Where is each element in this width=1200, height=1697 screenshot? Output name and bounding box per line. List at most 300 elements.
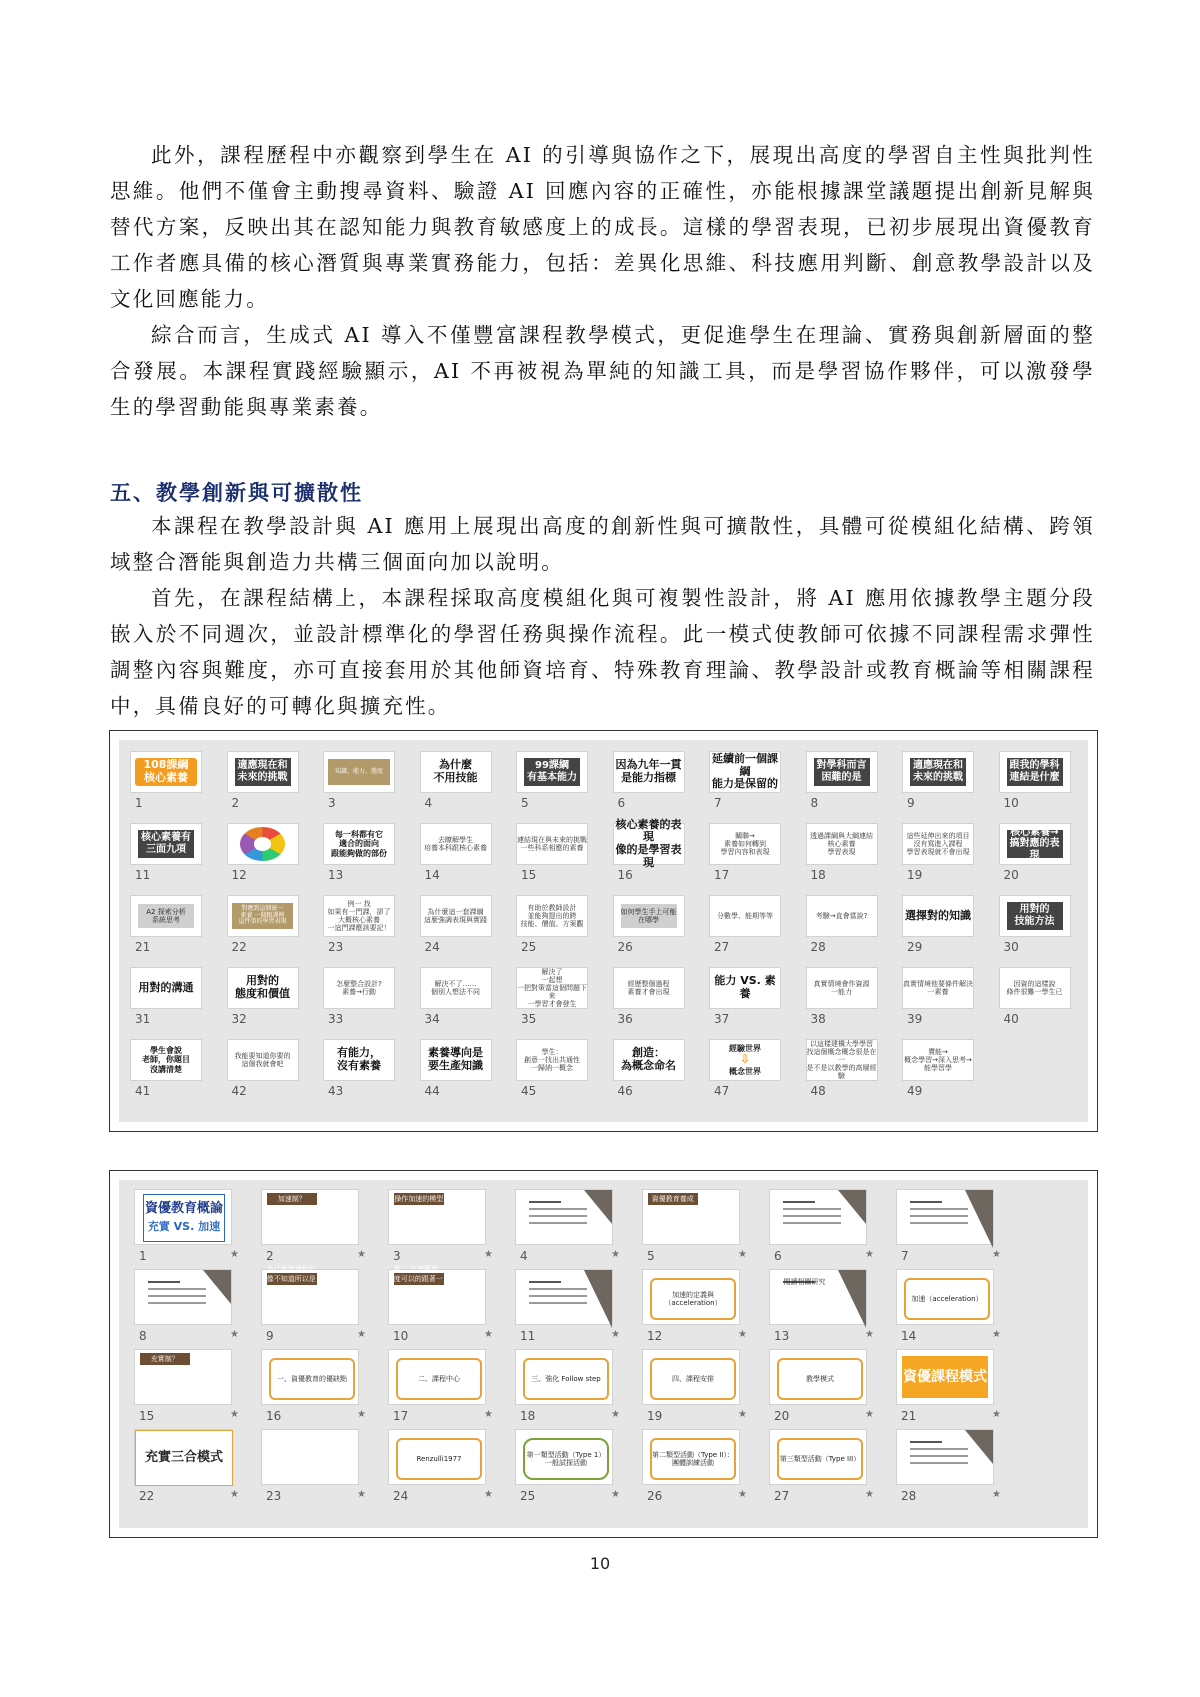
slide-preview bbox=[1000, 896, 1070, 936]
slide-thumbnail[interactable] bbox=[770, 1430, 880, 1506]
slide-thumbnail[interactable] bbox=[324, 1040, 400, 1102]
slide-preview bbox=[903, 824, 973, 864]
text-line bbox=[529, 1288, 587, 1290]
slide-thumbnail[interactable] bbox=[421, 1040, 497, 1102]
slide-number: 16 bbox=[266, 1409, 282, 1423]
wheel-diagram bbox=[240, 827, 285, 861]
star-icon: ★ bbox=[738, 1249, 747, 1260]
slide-number: 13 bbox=[328, 868, 344, 882]
text-line bbox=[910, 1448, 968, 1450]
text-lines bbox=[910, 1201, 968, 1229]
slide-thumbnail[interactable] bbox=[903, 752, 979, 814]
slide-thumbnail[interactable] bbox=[228, 824, 304, 886]
slide-thumbnail[interactable] bbox=[421, 968, 497, 1030]
slide-text: 關聯→ 素養如何轉到 學習內容和表現 bbox=[710, 824, 780, 864]
text-line bbox=[910, 1455, 968, 1457]
slide-thumbnail[interactable] bbox=[324, 824, 400, 886]
slide-thumbnail[interactable] bbox=[517, 824, 593, 886]
slide-number: 2 bbox=[266, 1249, 274, 1263]
slide-thumbnail[interactable] bbox=[516, 1430, 626, 1506]
text-lines bbox=[529, 1201, 587, 1229]
slide-preview bbox=[903, 896, 973, 936]
slide-number: 8 bbox=[139, 1329, 147, 1343]
slide-text: 有助於教師設計 並能夠提出的跨 技能、價值、方案觀 bbox=[517, 896, 587, 936]
slide-thumbnail[interactable] bbox=[807, 896, 883, 958]
slide-number: 44 bbox=[424, 1084, 440, 1098]
page-number: 10 bbox=[589, 1554, 611, 1573]
slide-text: 因資的這樣說 條件很難一學生已 bbox=[1000, 968, 1070, 1008]
text-line bbox=[529, 1302, 587, 1304]
slide-text: 素養導向是 要生產知識 bbox=[421, 1040, 491, 1080]
slide-preview bbox=[1000, 752, 1070, 792]
corner-decoration bbox=[965, 1190, 993, 1248]
slide-preview bbox=[228, 896, 298, 936]
slide-preview bbox=[131, 824, 201, 864]
star-icon: ★ bbox=[230, 1329, 239, 1340]
slide-preview bbox=[807, 1040, 877, 1080]
slide-preview bbox=[517, 752, 587, 792]
slide-sorter-grid bbox=[119, 1180, 1088, 1528]
slide-number: 30 bbox=[1003, 940, 1019, 954]
star-icon: ★ bbox=[484, 1409, 493, 1420]
slide-number: 41 bbox=[135, 1084, 151, 1098]
slide-number: 21 bbox=[901, 1409, 917, 1423]
slide-number: 9 bbox=[266, 1329, 274, 1343]
slide-preview bbox=[389, 1264, 485, 1324]
slide-thumbnail[interactable] bbox=[897, 1190, 1007, 1266]
slide-thumbnail[interactable] bbox=[614, 817, 690, 886]
slide-sorter-panel-2 bbox=[109, 1170, 1098, 1538]
slide-thumbnail[interactable] bbox=[421, 896, 497, 958]
slide-number: 16 bbox=[617, 868, 633, 882]
slide-thumbnail[interactable] bbox=[262, 1350, 372, 1426]
slide-number: 15 bbox=[521, 868, 537, 882]
slide-number: 18 bbox=[520, 1409, 536, 1423]
slide-text: 用對的 技能方法 bbox=[1007, 902, 1063, 931]
slide-label: 為什麼加速制好像不知道所以是這種情況 bbox=[266, 1264, 316, 1293]
text-line bbox=[783, 1208, 841, 1210]
slide-thumbnail[interactable] bbox=[262, 1264, 372, 1346]
slide-preview bbox=[421, 896, 491, 936]
slide-thumbnail[interactable] bbox=[135, 1270, 245, 1346]
slide-number: 28 bbox=[810, 940, 826, 954]
slide-thumbnail[interactable] bbox=[614, 752, 690, 814]
paragraph: 首先，在課程結構上，本課程採取高度模組化與可複製性設計，將 AI 應用依據教學主題分段嵌入於不同週次，並設計標準化的學習任務與操作流程。此一模式使教師可依據不同課程需求彈性調整內容與難度，亦可直接套用於其他師資培育、特殊教育理論、教學設計或教育概論等相關課程中，具備良好的可轉化與擴充性。 bbox=[110, 586, 1095, 718]
star-icon: ★ bbox=[992, 1489, 1001, 1500]
slide-number: 47 bbox=[714, 1084, 730, 1098]
slide-thumbnail[interactable] bbox=[135, 1350, 245, 1426]
slide-preview bbox=[324, 1040, 394, 1080]
slide-preview bbox=[770, 1190, 866, 1244]
star-icon: ★ bbox=[865, 1329, 874, 1340]
slide-preview bbox=[614, 817, 684, 869]
slide-number: 3 bbox=[328, 796, 336, 810]
slide-text: 學生： 創意一找出共通性 一歸納一概念 bbox=[517, 1040, 587, 1080]
slide-preview bbox=[1000, 824, 1070, 864]
slide-label: 操作加速的模型 bbox=[394, 1194, 444, 1203]
slide-thumbnail[interactable] bbox=[324, 896, 400, 958]
slide-text: 去瞭解學生 培養本科跟核心素養 bbox=[421, 824, 491, 864]
slide-thumbnail[interactable] bbox=[517, 968, 593, 1030]
star-icon: ★ bbox=[865, 1409, 874, 1420]
slide-thumbnail[interactable] bbox=[643, 1270, 753, 1346]
slide-thumbnail[interactable] bbox=[131, 824, 207, 886]
slide-thumbnail[interactable] bbox=[770, 1270, 880, 1346]
slide-number: 45 bbox=[521, 1084, 537, 1098]
slide-thumbnail[interactable] bbox=[643, 1190, 753, 1266]
slide-preview bbox=[131, 896, 201, 936]
slide-preview bbox=[897, 1350, 993, 1404]
slide-preview bbox=[389, 1430, 485, 1484]
slide-preview bbox=[897, 1430, 993, 1484]
slide-text: 因為九年一貫 是能力指標 bbox=[614, 752, 684, 792]
slide-preview bbox=[131, 752, 201, 792]
slide-thumbnail[interactable] bbox=[710, 752, 786, 814]
slide-thumbnail[interactable] bbox=[1000, 896, 1076, 958]
text-line bbox=[910, 1441, 942, 1443]
slide-text: 用對的 態度和價值 bbox=[228, 968, 298, 1008]
slide-preview bbox=[262, 1190, 358, 1244]
slide-number: 6 bbox=[617, 796, 626, 810]
slide-number: 40 bbox=[1003, 1012, 1019, 1026]
slide-text: 真實情境會作資源 一能力 bbox=[807, 968, 877, 1008]
slide-preview bbox=[421, 752, 491, 792]
slide-thumbnail[interactable] bbox=[1000, 968, 1076, 1030]
slide-preview bbox=[228, 824, 298, 864]
slide-text: 以這樣建構大學學習 找這個概念概念很是在一 是不是以教學的高層經驗 bbox=[806, 1039, 877, 1081]
slide-thumbnail[interactable] bbox=[614, 968, 690, 1030]
slide-thumbnail[interactable] bbox=[324, 752, 400, 814]
slide-preview bbox=[324, 752, 394, 792]
slide-thumbnail[interactable] bbox=[643, 1350, 753, 1426]
slide-text: 連結現在與未來的挑戰 一些科系相應的素養 bbox=[517, 824, 587, 864]
slide-label: 跳一 在這種進度可以的跟著一開始活動 bbox=[393, 1264, 443, 1293]
slide-preview bbox=[516, 1270, 612, 1324]
slide-thumbnail[interactable] bbox=[903, 968, 979, 1030]
slide-text: 解決了 一起想 一把對策當這個問題下來 一學習才會發生 bbox=[517, 967, 587, 1009]
corner-decoration bbox=[584, 1190, 612, 1224]
slide-thumbnail[interactable] bbox=[897, 1270, 1007, 1346]
slide-number: 32 bbox=[231, 1012, 247, 1026]
slide-text: 適應現在和 未來的挑戰 bbox=[235, 758, 291, 787]
slide-preview bbox=[324, 824, 394, 864]
slide-number: 8 bbox=[810, 796, 819, 810]
text-line bbox=[529, 1201, 561, 1203]
slide-frame: 第一類型活動（Type 1）一般試探活動 bbox=[523, 1438, 610, 1481]
slide-thumbnail[interactable] bbox=[228, 1040, 304, 1102]
slide-preview bbox=[135, 1430, 231, 1484]
slide-number: 48 bbox=[810, 1084, 826, 1098]
slide-thumbnail[interactable] bbox=[516, 1190, 626, 1266]
slide-thumbnail[interactable] bbox=[262, 1430, 372, 1506]
slide-thumbnail[interactable] bbox=[262, 1190, 372, 1266]
slide-text: 真實情境他要條件解決 一素養 bbox=[903, 968, 973, 1008]
slide-text: 例一 找 如果有一門課，卻了 大概核心素養 一這門課應該要記！ bbox=[324, 896, 394, 936]
slide-thumbnail[interactable] bbox=[135, 1190, 245, 1266]
slide-thumbnail[interactable] bbox=[517, 896, 593, 958]
slide-preview bbox=[389, 1190, 485, 1244]
slide-preview bbox=[770, 1270, 866, 1324]
slide-preview bbox=[517, 968, 587, 1008]
star-icon: ★ bbox=[484, 1329, 493, 1340]
slide-preview bbox=[643, 1190, 739, 1244]
slide-thumbnail[interactable] bbox=[516, 1270, 626, 1346]
star-icon: ★ bbox=[738, 1329, 747, 1340]
paragraph: 綜合而言，生成式 AI 導入不僅豐富課程教學模式，更促進學生在理論、實務與創新層面的整合發展。本課程實踐經驗顯示，AI 不再被視為單純的知識工具，而是學習協作夥伴，可以激發學生的學習動能與專業素養。 bbox=[110, 323, 1095, 419]
slide-number: 3 bbox=[393, 1249, 401, 1263]
text-line bbox=[529, 1295, 587, 1297]
slide-thumbnail[interactable] bbox=[770, 1190, 880, 1266]
slide-text: 創造： 為概念命名 bbox=[614, 1040, 684, 1080]
slide-text: 如何學生手上可能在哪學 bbox=[621, 904, 677, 928]
slide-thumbnail[interactable] bbox=[389, 1190, 499, 1266]
slide-preview bbox=[324, 968, 394, 1008]
slide-thumbnail[interactable] bbox=[131, 1040, 207, 1102]
slide-frame: 三、強化 Follow step bbox=[523, 1358, 610, 1401]
star-icon: ★ bbox=[992, 1329, 1001, 1340]
slide-thumbnail[interactable] bbox=[135, 1430, 245, 1506]
slide-number: 35 bbox=[521, 1012, 537, 1026]
slide-thumbnail[interactable] bbox=[1000, 824, 1076, 886]
slide-thumbnail[interactable] bbox=[228, 896, 304, 958]
slide-text: 為什麼 不用技能 bbox=[421, 752, 491, 792]
slide-preview bbox=[710, 968, 780, 1008]
slide-thumbnail[interactable] bbox=[228, 752, 304, 814]
slide-number: 5 bbox=[521, 796, 529, 810]
slide-number: 13 bbox=[774, 1329, 790, 1343]
slide-preview bbox=[770, 1350, 866, 1404]
slide-preview bbox=[516, 1430, 612, 1484]
text-line bbox=[148, 1295, 206, 1297]
slide-number: 34 bbox=[424, 1012, 440, 1026]
slide-text: 延續前一個課綱 能力是保留的 bbox=[712, 752, 778, 791]
slide-thumbnail[interactable] bbox=[517, 1040, 593, 1102]
slide-preview bbox=[807, 824, 877, 864]
slide-text: 知識、能力、態度 bbox=[328, 759, 390, 785]
slide-preview bbox=[389, 1350, 485, 1404]
slide-thumbnail[interactable] bbox=[903, 896, 979, 958]
slide-thumbnail[interactable] bbox=[643, 1430, 753, 1506]
star-icon: ★ bbox=[357, 1249, 366, 1260]
slide-thumbnail[interactable] bbox=[770, 1350, 880, 1426]
slide-thumbnail[interactable] bbox=[228, 968, 304, 1030]
slide-number: 46 bbox=[617, 1084, 633, 1098]
corner-decoration bbox=[838, 1190, 866, 1224]
slide-thumbnail[interactable] bbox=[614, 896, 690, 958]
star-icon: ★ bbox=[611, 1489, 620, 1500]
text-line bbox=[910, 1215, 968, 1217]
star-icon: ★ bbox=[865, 1249, 874, 1260]
slide-thumbnail[interactable] bbox=[710, 1040, 786, 1102]
slide-thumbnail[interactable] bbox=[614, 1040, 690, 1102]
slide-preview bbox=[421, 824, 491, 864]
slide-text: 用對的溝通 bbox=[131, 968, 201, 1008]
slide-preview bbox=[897, 1270, 993, 1324]
slide-thumbnail[interactable] bbox=[807, 824, 883, 886]
slide-text: 對應到這個統一 素養 一個跟課例 這件事的學習表現 bbox=[232, 903, 294, 929]
slide-thumbnail[interactable] bbox=[131, 752, 207, 814]
slide-thumbnail[interactable] bbox=[421, 752, 497, 814]
arrow-down-icon: ⇩ bbox=[739, 1052, 751, 1067]
slide-preview bbox=[262, 1430, 358, 1484]
text-line bbox=[910, 1222, 968, 1224]
text-lines bbox=[910, 1441, 968, 1469]
slide-number: 15 bbox=[139, 1409, 155, 1423]
slide-number: 25 bbox=[520, 1489, 536, 1503]
slide-frame: 一、資優教育的優缺點 bbox=[269, 1358, 356, 1401]
slide-preview bbox=[228, 1040, 298, 1080]
slide-number: 14 bbox=[901, 1329, 917, 1343]
slide-text: 每一科都有它 適合的面向 跟能夠做的部份 bbox=[324, 824, 394, 864]
slide-thumbnail[interactable] bbox=[131, 968, 207, 1030]
slide-frame: 二、課程中心 bbox=[396, 1358, 483, 1401]
slide-preview bbox=[643, 1270, 739, 1324]
star-icon: ★ bbox=[230, 1489, 239, 1500]
slide-number: 22 bbox=[139, 1489, 155, 1503]
star-icon: ★ bbox=[230, 1409, 239, 1420]
corner-decoration bbox=[203, 1270, 231, 1304]
slide-number: 24 bbox=[424, 940, 440, 954]
slide-thumbnail[interactable] bbox=[807, 1040, 883, 1102]
slide-preview bbox=[807, 968, 877, 1008]
slide-thumbnail[interactable] bbox=[897, 1350, 1007, 1426]
text-line bbox=[148, 1288, 206, 1290]
slide-label: 加速制？ bbox=[267, 1193, 317, 1205]
slide-text: 學生會說 老師，你題目 沒講清楚 bbox=[131, 1040, 201, 1080]
slide-thumbnail[interactable] bbox=[1000, 752, 1076, 814]
slide-thumbnail[interactable] bbox=[389, 1430, 499, 1506]
slide-thumbnail[interactable] bbox=[903, 1040, 979, 1102]
slide-number: 31 bbox=[135, 1012, 151, 1026]
slide-preview bbox=[770, 1430, 866, 1484]
slide-text: 能力 VS. 素養 bbox=[710, 968, 780, 1008]
slide-text: 為什麼這一套課綱 這麼強調表現與實踐 bbox=[421, 896, 491, 936]
slide-preview bbox=[262, 1264, 358, 1324]
slide-number: 24 bbox=[393, 1489, 409, 1503]
slide-frame: 第三類型活動（Type III） bbox=[777, 1438, 864, 1481]
slide-number: 4 bbox=[520, 1249, 528, 1263]
slide-number: 20 bbox=[774, 1409, 790, 1423]
slide-preview bbox=[324, 896, 394, 936]
slide-preview bbox=[131, 968, 201, 1008]
slide-thumbnail[interactable] bbox=[389, 1350, 499, 1426]
text-line bbox=[910, 1201, 942, 1203]
slide-text: 跟我的學科 連結是什麼 bbox=[1007, 758, 1063, 787]
slide-number: 2 bbox=[231, 796, 240, 810]
corner-decoration bbox=[965, 1430, 993, 1464]
slide-number: 37 bbox=[714, 1012, 730, 1026]
slide-number: 7 bbox=[714, 796, 722, 810]
slide-thumbnail[interactable] bbox=[710, 896, 786, 958]
text-line bbox=[529, 1208, 587, 1210]
text-line bbox=[529, 1281, 561, 1283]
slide-number: 12 bbox=[647, 1329, 663, 1343]
slide-thumbnail[interactable] bbox=[903, 824, 979, 886]
slide-preview bbox=[710, 752, 780, 792]
slide-preview bbox=[516, 1190, 612, 1244]
slide-preview bbox=[228, 752, 298, 792]
section-heading: 五、教學創新與可擴散性 bbox=[110, 480, 363, 505]
star-icon: ★ bbox=[738, 1489, 747, 1500]
slide-thumbnail[interactable] bbox=[710, 824, 786, 886]
slide-label: 充實制？ bbox=[140, 1353, 190, 1365]
slide-text: 有能力， 沒有素養 bbox=[324, 1040, 394, 1080]
slide-preview bbox=[807, 752, 877, 792]
slide-text: 怎麼整合設計? 素養→行動 bbox=[324, 968, 394, 1008]
text-line bbox=[783, 1215, 841, 1217]
slide-title-text: 資優教育概論 bbox=[144, 1201, 223, 1217]
slide-number: 49 bbox=[907, 1084, 923, 1098]
slide-thumbnail[interactable] bbox=[389, 1264, 499, 1346]
paragraph-group-top bbox=[110, 137, 1095, 425]
slide-text: 核心素養→ 搞對應的表現 bbox=[1007, 830, 1063, 859]
slide-thumbnail[interactable] bbox=[324, 968, 400, 1030]
slide-title: 充實三合模式 bbox=[135, 1430, 233, 1486]
slide-thumbnail[interactable] bbox=[710, 968, 786, 1030]
slide-number: 17 bbox=[393, 1409, 409, 1423]
star-icon: ★ bbox=[357, 1329, 366, 1340]
slide-thumbnail[interactable] bbox=[517, 752, 593, 814]
slide-thumbnail[interactable] bbox=[897, 1430, 1007, 1506]
slide-number: 5 bbox=[647, 1249, 655, 1263]
slide-number: 36 bbox=[617, 1012, 633, 1026]
slide-thumbnail[interactable] bbox=[807, 968, 883, 1030]
slide-preview bbox=[710, 824, 780, 864]
slide-number: 23 bbox=[328, 940, 344, 954]
star-icon: ★ bbox=[611, 1329, 620, 1340]
slide-preview bbox=[1000, 968, 1070, 1008]
star-icon: ★ bbox=[738, 1409, 747, 1420]
text-line bbox=[148, 1302, 206, 1304]
slide-number: 28 bbox=[901, 1489, 917, 1503]
slide-thumbnail[interactable] bbox=[421, 824, 497, 886]
slide-preview bbox=[710, 1040, 780, 1080]
slide-preview bbox=[903, 1040, 973, 1080]
slide-text: 我能要知道你要的 這個我就會吧 bbox=[228, 1040, 298, 1080]
slide-number: 43 bbox=[328, 1084, 344, 1098]
slide-number: 29 bbox=[907, 940, 923, 954]
slide-text bbox=[710, 1040, 780, 1080]
slide-thumbnail[interactable] bbox=[807, 752, 883, 814]
star-icon: ★ bbox=[230, 1249, 239, 1260]
slide-preview bbox=[517, 824, 587, 864]
slide-preview bbox=[516, 1350, 612, 1404]
slide-preview bbox=[421, 968, 491, 1008]
star-icon: ★ bbox=[611, 1409, 620, 1420]
slide-text: 108課綱 核心素養 bbox=[135, 758, 197, 787]
slide-thumbnail[interactable] bbox=[516, 1350, 626, 1426]
star-icon: ★ bbox=[992, 1409, 1001, 1420]
slide-sorter-panel-1 bbox=[109, 730, 1098, 1132]
slide-text: 對學科而言 困難的是 bbox=[814, 758, 870, 787]
slide-frame: 第二類型活動（Type II）：團體訓練活動 bbox=[650, 1438, 737, 1481]
slide-frame: 四、課程安排 bbox=[650, 1358, 737, 1401]
star-icon: ★ bbox=[484, 1489, 493, 1500]
slide-preview bbox=[807, 896, 877, 936]
slide-preview bbox=[897, 1190, 993, 1244]
slide-number: 27 bbox=[774, 1489, 790, 1503]
text-lines bbox=[148, 1281, 206, 1309]
slide-number: 6 bbox=[774, 1249, 782, 1263]
slide-number: 23 bbox=[266, 1489, 282, 1503]
slide-text: 適應現在和 未來的挑戰 bbox=[910, 758, 966, 787]
slide-preview bbox=[903, 752, 973, 792]
slide-sorter-grid bbox=[119, 740, 1088, 1122]
slide-number: 12 bbox=[231, 868, 247, 882]
slide-number: 33 bbox=[328, 1012, 344, 1026]
slide-thumbnail[interactable] bbox=[131, 896, 207, 958]
slide-text: 選擇對的知識 bbox=[903, 896, 973, 936]
